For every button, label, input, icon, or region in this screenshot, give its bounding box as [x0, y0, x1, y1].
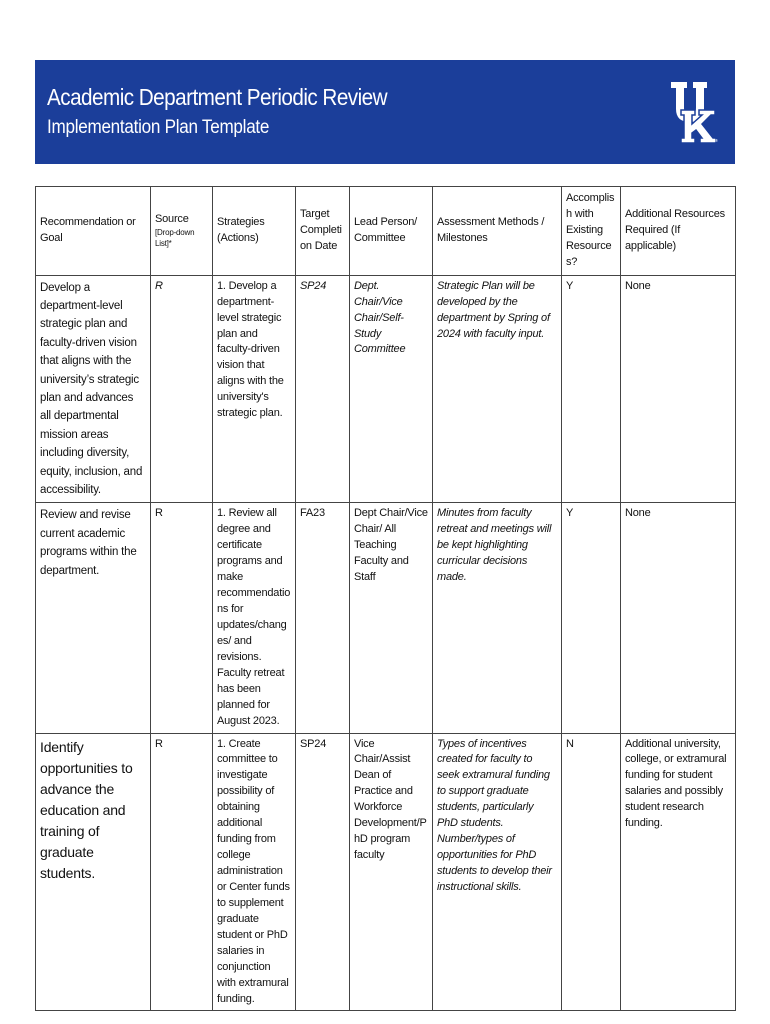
assessment-cell: Minutes from faculty retreat and meetings will be kept highlighting curricular decisions made.	[433, 503, 562, 733]
table-row	[36, 733, 736, 1011]
source-cell: R	[151, 733, 213, 1011]
strategies-cell: 1. Create committee to investigate possibility of obtaining additional funding from college administration or Center funds to supplement graduate student or PhD salaries in conjunction with extramural funding.	[213, 733, 296, 1011]
header-banner	[35, 60, 735, 164]
implementation-plan-table	[35, 186, 736, 1011]
goal-cell: Identify opportunities to advance the education and training of graduate students.	[36, 733, 151, 1011]
goal-cell: Develop a department-level strategic plan and faculty-driven vision that aligns with the university’s strategic plan and advances all departmental mission areas including diversity, equity, inclusion, and accessibility.	[36, 275, 151, 503]
header-source	[151, 187, 213, 276]
table-row	[36, 275, 736, 503]
target-cell: SP24	[296, 733, 350, 1011]
additional-cell: None	[621, 503, 736, 733]
header-source-label: Source	[155, 213, 189, 226]
accomplish-cell: Y	[562, 275, 621, 503]
additional-cell: Additional university, college, or extramural funding for student salaries and possibly student research funding.	[621, 733, 736, 1011]
strategies-cell: 1. Develop a department-level strategic plan and faculty-driven vision that aligns with the university's strategic plan.	[213, 275, 296, 503]
source-cell: R	[151, 275, 213, 503]
assessment-cell: Types of incentives created for faculty to seek extramural funding to support graduate students, particularly PhD students. Number/types of opportunities for PhD students to develop their instructional skills.	[433, 733, 562, 1011]
document-title: Academic Department Periodic Review	[47, 84, 388, 110]
additional-cell: None	[621, 275, 736, 503]
svg-text:®: ®	[715, 138, 718, 143]
header-target: Target Completion Date	[296, 187, 350, 276]
header-goal: Recommendation or Goal	[36, 187, 151, 276]
document-subtitle: Implementation Plan Template	[47, 117, 270, 138]
table-row	[36, 503, 736, 733]
lead-cell: Vice Chair/Assist Dean of Practice and Workforce Development/PhD program faculty	[350, 733, 433, 1011]
target-cell: SP24	[296, 275, 350, 503]
header-accomplish: Accomplish with Existing Resources?	[562, 187, 621, 276]
lead-cell: Dept Chair/Vice Chair/ All Teaching Faculty and Staff	[350, 503, 433, 733]
header-lead: Lead Person/ Committee	[350, 187, 433, 276]
uk-logo-icon	[669, 78, 719, 144]
table-header-row	[36, 187, 736, 276]
accomplish-cell: N	[562, 733, 621, 1011]
source-cell: R	[151, 503, 213, 733]
lead-cell: Dept. Chair/Vice Chair/Self-Study Committee	[350, 275, 433, 503]
accomplish-cell: Y	[562, 503, 621, 733]
header-additional: Additional Resources Required (If applicable)	[621, 187, 736, 276]
header-source-note: [Drop-down List]*	[155, 228, 195, 248]
header-assessment: Assessment Methods / Milestones	[433, 187, 562, 276]
target-cell: FA23	[296, 503, 350, 733]
goal-cell: Review and revise current academic programs within the department.	[36, 503, 151, 733]
assessment-cell: Strategic Plan will be developed by the department by Spring of 2024 with faculty input.	[433, 275, 562, 503]
strategies-cell: 1. Review all degree and certificate programs and make recommendations for updates/changes/ and revisions. Faculty retreat has been planned for August 2023.	[213, 503, 296, 733]
header-strategies: Strategies (Actions)	[213, 187, 296, 276]
